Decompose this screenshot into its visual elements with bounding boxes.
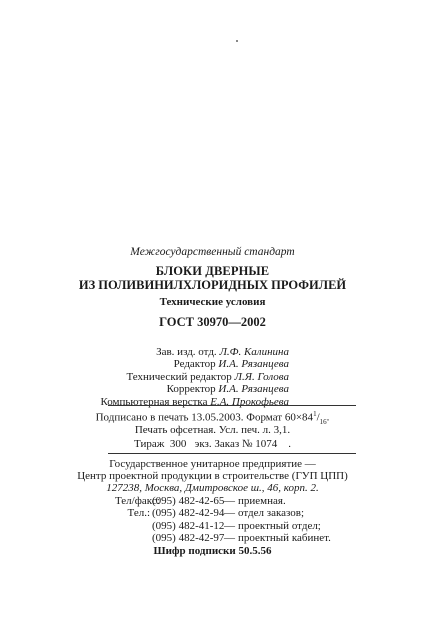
phone-number: (095) 482-42-97 — [152, 532, 225, 545]
title-line-1: БЛОКИ ДВЕРНЫЕ — [155, 264, 270, 278]
contacts-block — [115, 495, 331, 545]
credit-row: Редактор И.А. Рязанцева — [173, 358, 289, 371]
credit-row: Корректор И.А. Рязанцева — [166, 383, 289, 396]
publisher-line-2: Центр проектной продукции в строительстве (ГУП ЦПП) — [77, 470, 348, 482]
subtitle: Технические условия — [159, 296, 266, 308]
speck — [236, 40, 238, 42]
phone-number: (095) 482-42-65 — [152, 495, 225, 507]
contact-row: (095) 482-42-97 — проектный кабинет. — [152, 532, 331, 545]
divider — [108, 405, 356, 406]
subscription-code: Шифр подписки 50.5.56 — [153, 545, 272, 557]
gost-code: ГОСТ 30970—2002 — [159, 315, 266, 329]
phone-number: (095) 482-42-94 — [152, 507, 225, 520]
credit-row: Компьютерная верстка Е.А. Прокофьева — [100, 395, 289, 408]
publisher-address: 127238, Москва, Дмитровское ш., 46, корп. 2. — [106, 482, 319, 494]
signed-line: Подписано в печать 13.05.2003. Формат $60\times 84^1/_{16}$. — [95, 410, 330, 426]
divider — [108, 453, 356, 454]
contact-row: (095) 482-41-12 — проектный отдел; — [152, 519, 321, 532]
sheets-line: Печать офсетная. Усл. печ. л. 3,1. — [134, 424, 291, 436]
run-line: Тираж 300 экз. Заказ № 1074 . — [134, 438, 291, 450]
standard-type: Межгосударственный стандарт — [130, 246, 295, 258]
publisher-line-1: Государственное унитарное предприятие — — [109, 458, 316, 470]
contact-row: Тел/факс: (095) 482-42-65 — приемная. — [115, 495, 286, 507]
credit-row: Технический редактор Л.Я. Голова — [126, 370, 289, 383]
phone-number: (095) 482-41-12 — [152, 519, 225, 532]
credits-block — [100, 346, 289, 408]
credit-row: Зав. изд. отд. Л.Ф. Калинина — [156, 346, 289, 358]
title-line-2: ИЗ ПОЛИВИНИЛХЛОРИДНЫХ ПРОФИЛЕЙ — [78, 278, 347, 292]
contact-row: Тел.: (095) 482-42-94 — отдел заказов; — [127, 507, 305, 520]
